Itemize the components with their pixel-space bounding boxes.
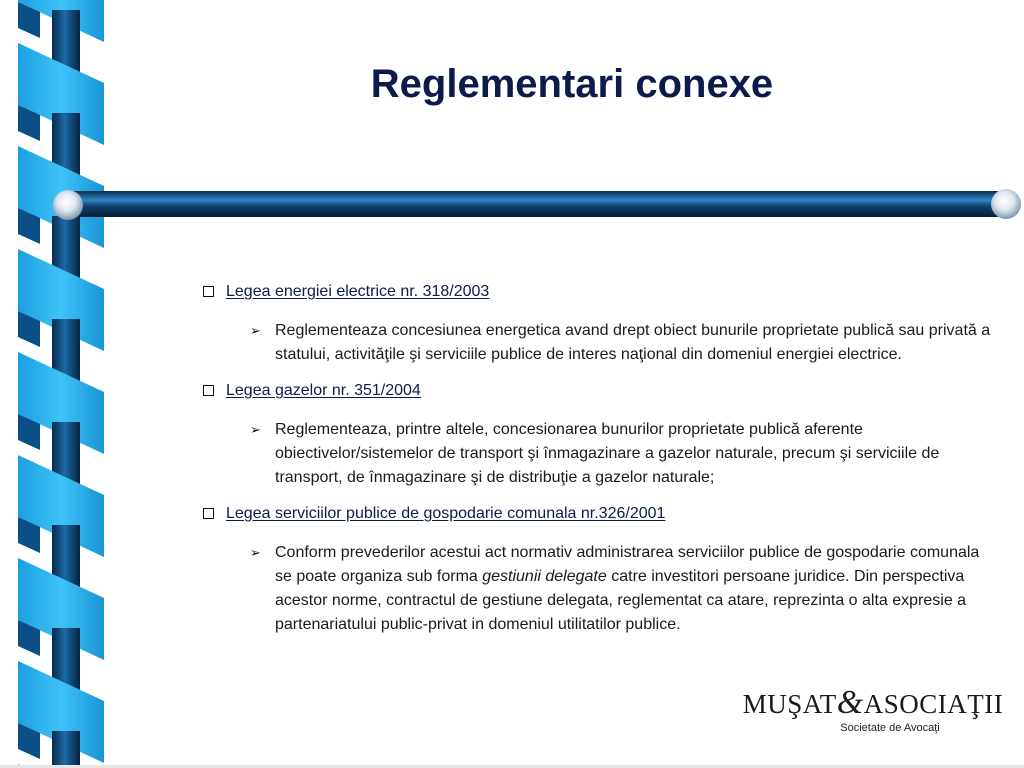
list-item — [197, 502, 997, 526]
arrow-bullet-icon: ➢ — [250, 545, 261, 560]
arrow-bullet-icon: ➢ — [250, 323, 261, 338]
spiral-rod-segment — [52, 422, 80, 462]
company-logo — [742, 682, 1004, 742]
spiral-rod-segment — [52, 10, 80, 50]
spiral-rod-segment — [52, 319, 80, 359]
spiral-rod-segment — [52, 731, 80, 768]
logo-name-right: ASOCIAŢII — [863, 689, 1004, 719]
law-description: Reglementeaza, printre altele, concesionarea bunurilor proprietate publică aferente obiectivelor/sistemelor de transport şi înmagazinare a gazelor naturale, precum şi serviciile de transport, de înmagazinare şi de distribuţie a gazelor naturale; — [275, 421, 940, 486]
law-heading-link[interactable]: Legea serviciilor publice de gospodarie comunala nr.326/2001 — [226, 505, 666, 522]
list-item — [197, 379, 997, 403]
law-description-part: Conform prevederilor acestui act normativ administrarea serviciilor publice de gospodarie comunala se poate organiza sub forma — [275, 544, 980, 585]
list-subitem — [250, 418, 995, 490]
law-description-emphasis: gestiunii delegate — [482, 568, 607, 585]
slide-content — [197, 280, 997, 649]
law-description: Reglementeaza concesiunea energetica avand drept obiect bunurile proprietate publică sau privată a statului, activităţile şi serviciile publice de interes naţional din domeniul energiei electrice. — [275, 322, 991, 363]
law-description-part: catre investitori persoane juridice. Din perspectiva acestor norme, contractul de gestiune delegata, reglementat ca atare, reprezinta o alta expresie a partenariatului public-privat in domeniul utilitatilor publice. — [275, 568, 967, 633]
bar-knob-right — [991, 189, 1021, 219]
list-subitem — [250, 319, 995, 367]
slide-title: Reglementari conexe — [370, 62, 774, 106]
arrow-bullet-icon: ➢ — [250, 422, 261, 437]
logo-name-left: MUŞAT — [742, 689, 837, 719]
checkbox-bullet-icon — [203, 508, 214, 519]
spiral-rod-segment — [52, 525, 80, 565]
law-heading-link[interactable]: Legea energiei electrice nr. 318/2003 — [226, 283, 490, 300]
list-item — [197, 280, 997, 304]
list-subitem — [250, 541, 995, 637]
logo-name — [742, 684, 1004, 722]
logo-ampersand: & — [836, 684, 864, 721]
spiral-binding-decoration — [0, 0, 115, 768]
spiral-rod-segment — [52, 628, 80, 668]
bar-knob-left — [53, 190, 83, 220]
title-divider-bar — [44, 184, 1024, 228]
logo-subtitle: Societate de Avocaţi — [840, 722, 940, 734]
law-heading-link[interactable]: Legea gazelor nr. 351/2004 — [226, 382, 421, 399]
spiral-rod-segment — [52, 113, 80, 153]
checkbox-bullet-icon — [203, 286, 214, 297]
checkbox-bullet-icon — [203, 385, 214, 396]
law-description — [275, 541, 995, 637]
